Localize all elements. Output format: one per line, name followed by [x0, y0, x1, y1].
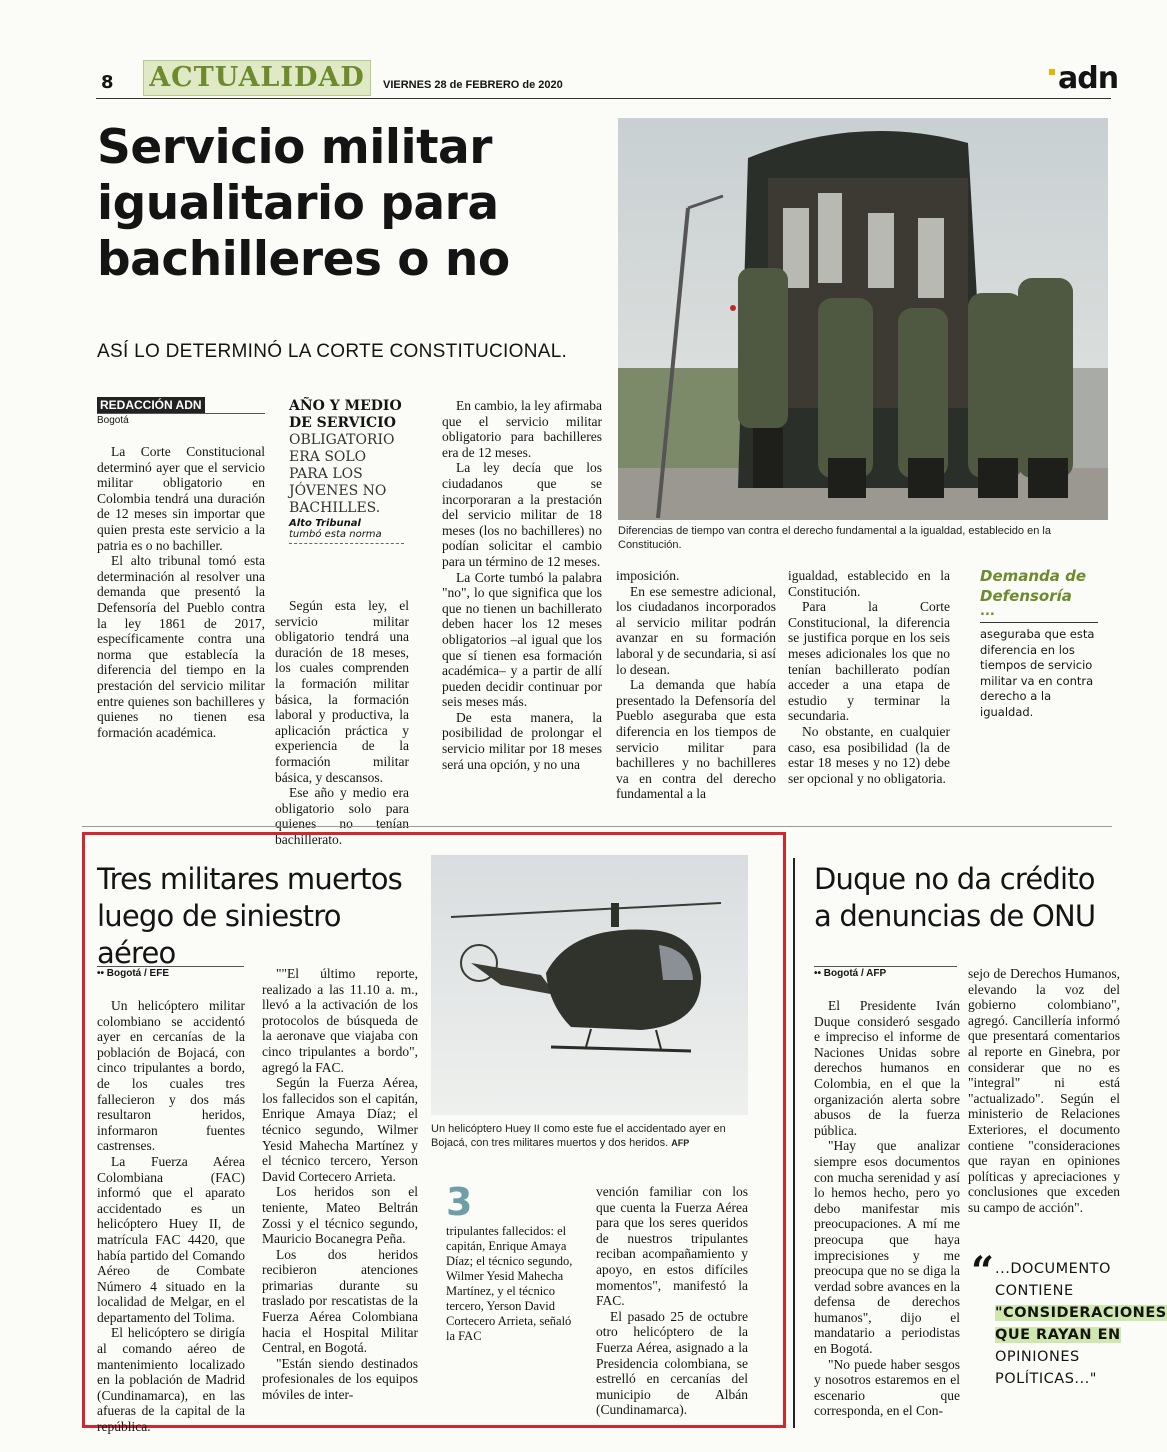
issue-date: VIERNES 28 de FEBRERO de 2020 — [383, 79, 563, 91]
fact-box — [446, 1180, 578, 1344]
helicopter-photo — [431, 855, 748, 1115]
sidebar-box — [980, 566, 1098, 720]
pull-quote-body: OBLIGATORIO ERA SOLO PARA LOS JÓVENES NO BACHILLES. — [289, 432, 395, 516]
heli-column-2 — [262, 966, 418, 1403]
pull-quote-lead: AÑO Y MEDIO DE SERVICIO — [289, 398, 402, 431]
duque-byline-rule — [814, 966, 957, 967]
truck-photo-caption: Diferencias de tiempo van contra el derecho fundamental a la igualdad, establecido en la Constitución. — [618, 525, 1051, 551]
logo-text: adn — [1058, 61, 1119, 96]
main-column-2 — [275, 598, 409, 848]
paragraph: De esta manera, la posibilidad de prolongar el servicio militar por 18 meses será una opción, y no una — [442, 709, 602, 772]
quote-highlight — [995, 1302, 1167, 1346]
paragraph: La demanda que había presentado la Defensoría del Pueblo aseguraba que esta diferencia en los tiempos de servicio militar para bachilleres y no bachilleres va en contra del derecho fundamental a la — [616, 677, 776, 802]
paragraph: El helicóptero se dirigía al comando aéreo de mantenimiento localizado en la población de Madrid (Cundinamarca), en las afueras de la capital de la república. — [97, 1325, 245, 1435]
paragraph: Ese año y medio era obligatorio solo para quienes no tenían bachillerato. — [275, 785, 409, 847]
fact-number: 3 — [446, 1180, 473, 1224]
main-column-4 — [616, 568, 776, 802]
page-number: 8 — [101, 72, 114, 93]
paragraph: igualdad, establecido en la Constitución. — [788, 568, 950, 599]
paragraph: La Corte tumbó la palabra "no", lo que significa que los que no tienen un bachillerato deben hacer los 12 meses obligatorios –al igual que los que sí tienen esa formación académica– y a partir de allí pueden decidir continuar por seis meses más. — [442, 569, 602, 710]
pull-quote-rule — [289, 543, 404, 544]
paragraph: Un helicóptero militar colombiano se accidentó ayer en cercanías de la población de Bojacá, con cinco tripulantes a bordo, de los cuales tres fallecieron y dos más resultaron heridos, informaron fuentes castrenses. — [97, 998, 245, 1154]
fact-text: tripulantes fallecidos: el capitán, Enrique Amaya Díaz; el técnico segundo, Wilmer Yesid Mahecha Martínez, y el técnico tercero, Yerson David Cortecero Arrieta, señaló la FAC — [446, 1224, 573, 1343]
paragraph: En cambio, la ley afirmaba que el servicio militar obligatorio para bachilleres era de 12 meses. — [442, 398, 602, 460]
duque-headline: Duque no da crédito a denuncias de ONU — [814, 862, 1096, 933]
sidebar-dots: ... — [980, 604, 995, 619]
paragraph: Para la Corte Constitucional, la diferencia se justifica porque en los seis meses adicionales los que no tenían bachillerato podían acceder a una etapa de estudio y terminar la secundaria. — [788, 599, 950, 724]
paragraph: El alto tribunal tomó esta determinación al resolver una demanda que presentó la Defensoría del Pueblo contra la ley 1861 de 2017, específicamente contra una norma que establecía la diferencia del tiempo en la prestación del servicio militar entre quienes son bachilleres y quienes no tienen esa formación académica. — [97, 553, 265, 740]
quote-highlight-text: "CONSIDERACIONES QUE RAYAN EN — [995, 1305, 1167, 1343]
paragraph: La ley decía que los ciudadanos que se incorporaran a la prestación del servicio militar de 18 meses (los no bachilleres) no podían solicitar el cambio para un término de 12 meses. — [442, 460, 602, 569]
main-column-1 — [97, 444, 265, 740]
duque-column-1 — [814, 998, 960, 1419]
soldiers-truck-photo — [618, 118, 1108, 520]
main-deck: ASÍ LO DETERMINÓ LA CORTE CONSTITUCIONAL. — [97, 341, 568, 362]
main-column-3 — [442, 398, 602, 772]
pull-quote-source-note: tumbó esta norma — [289, 529, 382, 540]
logo-dot-icon — [1049, 69, 1055, 75]
header-rule — [96, 98, 1111, 99]
helicopter-caption — [431, 1122, 749, 1150]
main-headline: Servicio militar igualitario para bachilleres o no — [97, 120, 510, 287]
helicopter-photo-credit: AFP — [671, 1138, 690, 1148]
paragraph: "Están siendo destinados profesionales de los equipos móviles de inter- — [262, 1355, 418, 1403]
quote-lead: ...DOCUMENTO CONTIENE — [995, 1261, 1111, 1299]
paragraph: La Fuerza Aérea Colombiana (FAC) informó que el aparato accidentado es un helicóptero Huey II, de matrícula FAC 4420, que había partido del Comando Aéreo de Combate Número 4 situado en la localidad de Melgar, en el departamento del Tolima. — [97, 1153, 245, 1325]
paragraph: vención familiar con los que cuenta la Fuerza Aérea para que los seres queridos de nuestros tripulantes reciban acompañamiento y apoyo, en estos difíciles momentos", manifestó la FAC. — [596, 1184, 748, 1309]
duque-column-2 — [968, 966, 1120, 1216]
paragraph: "Hay que analizar siempre esos documentos con mucha serenidad y así lo hemos hecho, pero yo debo manifestar mis preocupaciones. A mí me preocupa que haya imprecisiones y me preocupa que no se diga la verdad sobre avances en la defensa de derechos humanos", dijo el mandatario a periodistas en Bogotá. — [814, 1138, 960, 1357]
section-divider — [82, 826, 1112, 827]
pull-quote-source: Alto Tribunal — [289, 518, 361, 529]
paragraph: Según esta ley, el servicio militar obligatorio tendrá una duración de 18 meses, los cuales comprenden la formación militar básica, la formación laboral y productiva, la aplicación práctica y experiencia de la formación militar básica, y descansos. — [275, 598, 409, 785]
helicopter-headline: Tres militares muertos luego de siniestro aéreo — [97, 862, 402, 970]
heli-column-4 — [596, 1184, 748, 1418]
paragraph: "No puede haber sesgos y nosotros estaremos en el escenario que corresponda, en el Con- — [814, 1356, 960, 1419]
main-column-5 — [788, 568, 950, 786]
byline-rule — [97, 413, 265, 414]
paragraph: No obstante, en cualquier caso, esa posibilidad (la de estar 18 meses y no 12) debe ser opcional y no obligatoria. — [788, 723, 950, 786]
paragraph: Los dos heridos recibieron atenciones primarias durante su traslado por rescatistas de la Fuerza Aérea Colombiana hacia el Hospital Militar Central, en Bogotá. — [262, 1246, 418, 1356]
heli-column-1 — [97, 998, 245, 1435]
paragraph: En ese semestre adicional, los ciudadanos incorporados al servicio militar podrán avanzar en su formación laboral y de secundaria, si así lo desean. — [616, 583, 776, 677]
adn-logo — [1049, 61, 1118, 96]
paragraph: Los heridos son el teniente, Mateo Beltrán Zossi y el técnico segundo, Mauricio Bocanegra Peña. — [262, 1184, 418, 1247]
sidebar-title: Demanda de Defensoría — [980, 567, 1087, 605]
byline-label: REDACCIÓN ADN — [97, 397, 205, 413]
duque-pull-quote — [971, 1248, 1167, 1390]
main-byline-city: Bogotá — [97, 415, 129, 426]
quote-mark-icon: “ — [971, 1248, 995, 1295]
paragraph: imposición. — [616, 568, 680, 583]
duque-byline: •• Bogotá / AFP — [814, 968, 887, 979]
pull-quote — [289, 398, 409, 544]
section-banner — [143, 60, 371, 96]
story-separator — [793, 858, 795, 1428]
sidebar-rule — [980, 622, 1098, 623]
paragraph: El pasado 25 de octubre otro helicóptero de la Fuerza Aérea, asignado a la Presidencia colombiana, se estrelló en cercanías del municipio de Albán (Cundinamarca). — [596, 1308, 748, 1418]
quote-tail: OPINIONES POLÍTICAS..." — [995, 1349, 1097, 1387]
heli-byline-rule — [97, 966, 244, 967]
helicopter-caption-text: Un helicóptero Huey II como este fue el accidentado ayer en Bojacá, con tres militares muertos y dos heridos. — [431, 1123, 726, 1149]
paragraph: La Corte Constitucional determinó ayer que el servicio militar obligatorio en Colombia tendrá una duración de 12 meses sin importar que quien presta este servicio a la patria es o no bachiller. — [97, 444, 265, 553]
paragraph: El Presidente Iván Duque consideró sesgado e impreciso el informe de Naciones Unidas sobre derechos humanos en Colombia, en el que la organización alerta sobre abusos de la fuerza pública. — [814, 998, 960, 1138]
paragraph: ""El último reporte, realizado a las 11.10 a. m., llevó a la activación de los protocolos de búsqueda de la aeronave que viajaba con cinco tripulantes a bordo", agregó la FAC. — [262, 966, 418, 1075]
section-label: ACTUALIDAD — [149, 62, 365, 93]
paragraph: sejo de Derechos Humanos, elevando la voz del gobierno colombiano", agregó. Cancillería informó que presentará comentarios al reporte en Ginebra, por considerar que no es "integral" ni está "actualizado". Según el ministerio de Relaciones Exteriores, el documento contiene "consideraciones que rayan en opiniones políticas y apreciaciones y conclusiones que exceden su campo de acción". — [968, 966, 1120, 1215]
paragraph: Según la Fuerza Aérea, los fallecidos son el capitán, Enrique Amaya Díaz; el técnico segundo, Wilmer Yesid Mahecha Martínez y el técnico tercero, Yerson David Cortecero Arrieta. — [262, 1075, 418, 1184]
sidebar-text: aseguraba que esta diferencia en los tiempos de servicio militar va en contra derecho a la igualdad. — [980, 627, 1095, 719]
heli-byline: •• Bogotá / EFE — [97, 968, 170, 979]
main-byline — [97, 398, 205, 412]
